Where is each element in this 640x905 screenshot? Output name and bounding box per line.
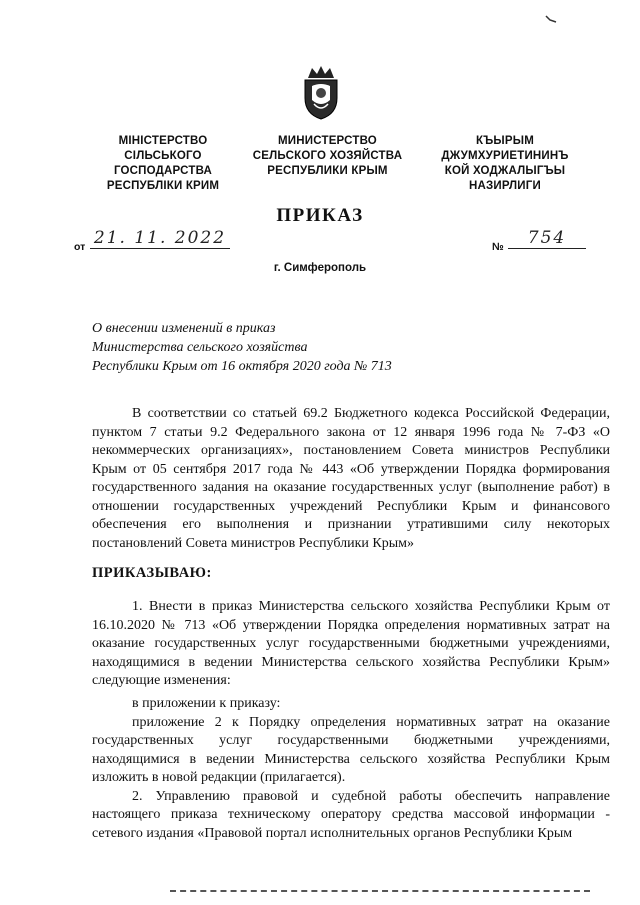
appendix-text: приложение 2 к Порядку определения нормативных затрат на оказание государственных услуг государственными бюджетными учреждениями, находящимися в ведении Министерства сельского хозяйства Республики Крым изложить в новой редакции (прилагается). [92, 714, 610, 785]
appendix-paragraphs [92, 695, 610, 843]
order-subject [92, 319, 452, 376]
order-heading: ПРИКАЗЫВАЮ: [92, 565, 212, 581]
header-russian: МИНИСТЕРСТВО СЕЛЬСКОГО ХОЗЯЙСТВА РЕСПУБЛИКИ КРЫМ [252, 135, 403, 177]
document-title: ПРИКАЗ [276, 205, 364, 226]
date-prefix: от [74, 241, 86, 253]
coat-of-arms-icon [300, 64, 342, 120]
item-2-text: 2. Управлению правовой и судебной работы обеспечить направление настоящего приказа техническому оператору средства массовой информации - сетевого издания «Правовой портал исполнительных органов Республики Крым [92, 788, 610, 841]
city-line: г. Симферополь [273, 262, 367, 274]
preamble-paragraph [92, 405, 610, 553]
subject-line: Министерства сельского хозяйства [92, 340, 308, 355]
item-1-paragraph [92, 598, 610, 691]
subject-line: О внесении изменений в приказ [92, 321, 276, 336]
subject-line: Республики Крым от 16 октября 2020 года № 713 [92, 359, 392, 374]
number-prefix: № [492, 241, 504, 253]
handwritten-number: 754 [508, 228, 586, 249]
header-ukrainian: МІНІСТЕРСТВО СІЛЬСЬКОГО ГОСПОДАРСТВА РЕСПУБЛІКИ КРИМ [106, 135, 220, 192]
appendix-intro: в приложении к приказу: [132, 696, 281, 711]
page-bottom-dashes [170, 890, 590, 896]
handwritten-date: 21. 11. 2022 [90, 228, 230, 249]
item-1-text: 1. Внести в приказ Министерства сельского хозяйства Республики Крым от 16.10.2020 № 713 «Об утверждении Порядка определения нормативных затрат на оказание государственных услуг государственными бюджетными учреждениями, находящимися в ведении Министерства сельского хозяйства Республики Крым» следующие изменения: [92, 599, 610, 688]
corner-mark-icon [545, 14, 557, 24]
header-crimean-tatar: КЪЫРЫМ ДЖУМХУРИЕТИНИНЪ КОЙ ХОДЖАЛЫГЪЫ НАЗИРЛИГИ [441, 135, 569, 192]
preamble-text: В соответствии со статьей 69.2 Бюджетного кодекса Российской Федерации, пунктом 7 статьи 9.2 Федерального закона от 12 января 1996 года № 7-ФЗ «О некоммерческих организациях», постановлением Совета министров Республики Крым от 05 сентября 2017 года № 443 «Об утверждении Порядка формирования государственного задания на оказание государственных услуг (выполнение работ) в отношении государственных учреждений Республики Крым и финансового обеспечения его выполнения и признании утратившими силу некоторых постановлений Совета министров Республики Крым» [92, 406, 610, 551]
